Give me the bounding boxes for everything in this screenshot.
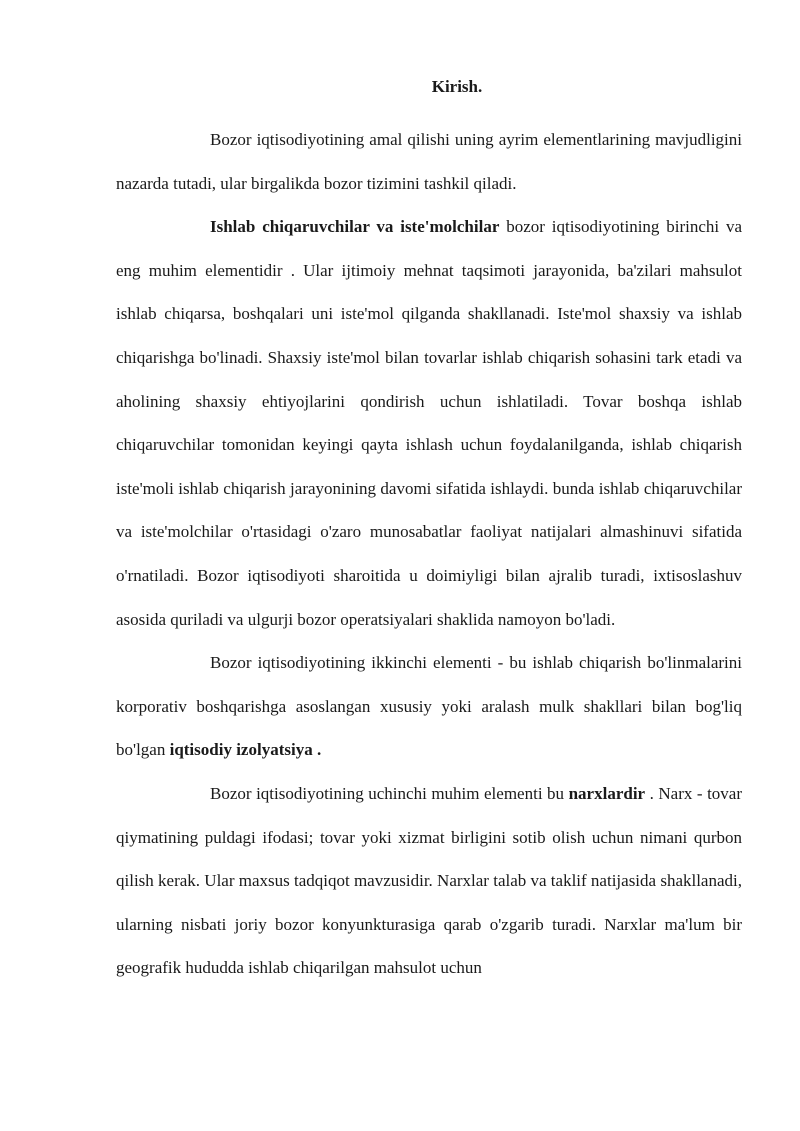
document-body [116, 118, 742, 990]
paragraph-bold-text: narxlardir [568, 783, 646, 803]
page-title: Kirish. [431, 77, 483, 96]
paragraph-text: Bozor iqtisodiyotining uchinchi muhim elementi bu [210, 783, 569, 803]
paragraph-bold-text: Ishlab chiqaruvchilar va iste'molchilar [210, 217, 500, 237]
paragraph-text: . Narx - tovar qiymatining puldagi ifodasi; tovar yoki xizmat birligini sotib olish uchun nimani qurbon qilish kerak. Ular maxsus tadqiqot mavzusidir. Narxlar talab va taklif natijasida shakllanadi, ularning nisbati joriy bozor konyunkturasiga qarab o'zgarib turadi. Narxlar ma'lum bir geografik hududda ishlab chiqarilgan mahsulot uchun [116, 783, 742, 978]
paragraph-text: bozor iqtisodiyotining birinchi va eng muhim elementidir . Ular ijtimoiy mehnat taqsimoti jarayonida, ba'zilari mahsulot ishlab chiqarsa, boshqalari uni iste'mol qilganda shakllanadi. Iste'mol shaxsiy va ishlab chiqarishga bo'linadi. Shaxsiy iste'mol bilan tovarlar ishlab chiqarish sohasini tark etadi va aholining shaxsiy ehtiyojlarini qondirish uchun ishlatiladi. Tovar boshqa ishlab chiqaruvchilar tomonidan keyingi qayta ishlash uchun foydalanilganda, ishlab chiqarish iste'moli ishlab chiqarish jarayonining davomi sifatida ishlaydi. bunda ishlab chiqaruvchilar va iste'molchilar o'rtasidagi o'zaro munosabatlar faoliyat natijalari almashinuvi sifatida o'rnatiladi. Bozor iqtisodiyoti sharoitida u doimiyligi bilan ajralib turadi, ixtisoslashuv asosida quriladi va ulgurji bozor operatsiyalari shaklida namoyon bo'ladi. [116, 217, 743, 629]
paragraph-prices [116, 772, 742, 990]
paragraph-producers-consumers [116, 205, 742, 641]
paragraph-economic-isolation [116, 641, 742, 772]
paragraph-intro [116, 118, 742, 205]
paragraph-bold-text: iqtisodiy izolyatsiya . [169, 740, 322, 760]
paragraph-text: Bozor iqtisodiyotining amal qilishi uning ayrim elementlarining mavjudligini nazarda tutadi, ular birgalikda bozor tizimini tashkil qiladi. [116, 130, 742, 193]
paragraph-text: Bozor iqtisodiyotining ikkinchi elementi - bu ishlab chiqarish bo'linmalarini korporativ boshqarishga asoslangan xususiy yoki aralash mulk shakllari bilan bog'liq bo'lgan [116, 653, 742, 760]
